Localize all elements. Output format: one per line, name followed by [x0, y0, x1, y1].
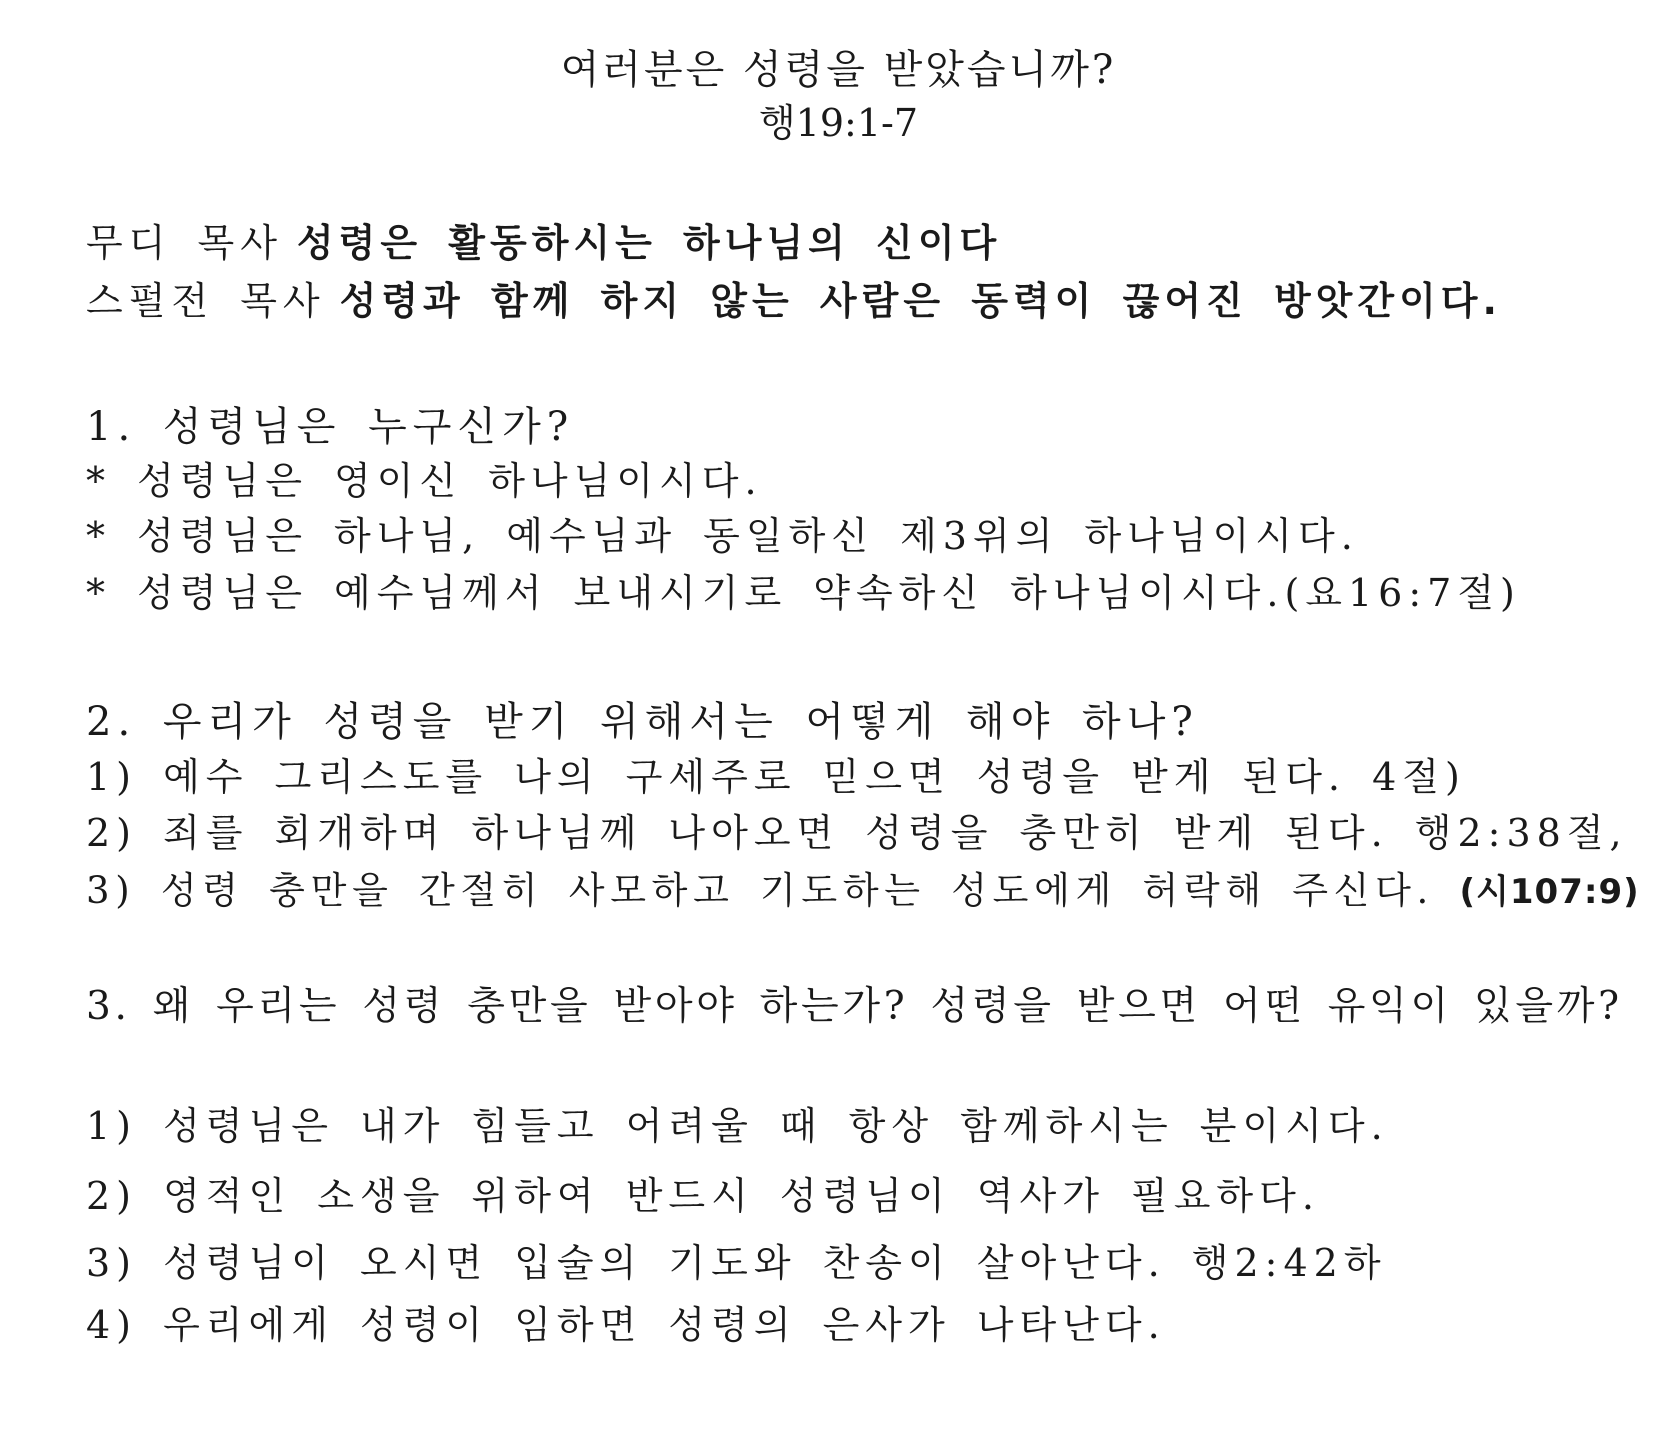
quote-moody	[86, 212, 1001, 267]
section2-heading: 2. 우리가 성령을 받기 위해서는 어떻게 해야 하나?	[86, 699, 1199, 745]
quote-author: 무디 목사	[86, 221, 283, 265]
list-item: 4) 우리에게 성령이 임하면 성령의 은사가 나타난다.	[86, 1303, 1166, 1347]
quote-author: 스펄전 목사	[86, 279, 326, 323]
list-item: 2) 죄를 회개하며 하나님께 나아오면 성령을 충만히 받게 된다. 행2:38절,	[86, 811, 1628, 855]
list-item: * 성령님은 예수님께서 보내시기로 약속하신 하나님이시다.(요16:7절)	[86, 571, 1521, 615]
list-item: 1) 예수 그리스도를 나의 구세주로 믿으면 성령을 받게 된다. 4절)	[86, 755, 1466, 799]
list-item: * 성령님은 영이신 하나님이시다.	[86, 459, 763, 503]
list-item: 1) 성령님은 내가 힘들고 어려울 때 항상 함께하시는 분이시다.	[86, 1104, 1389, 1148]
section3-heading: 3. 왜 우리는 성령 충만을 받아야 하는가? 성령을 받으면 어떤 유익이 있을까?	[86, 984, 1623, 1029]
list-item: 3) 성령님이 오시면 입술의 기도와 찬송이 살아난다. 행2:42하	[86, 1241, 1387, 1285]
list-item: * 성령님은 하나님, 예수님과 동일하신 제3위의 하나님이시다.	[86, 514, 1359, 558]
quote-text: 성령은 활동하시는 하나님의 신이다	[296, 221, 1002, 265]
quote-text: 성령과 함께 하지 않는 사람은 동력이 끊어진 방앗간이다.	[339, 279, 1502, 323]
list-item	[86, 860, 1640, 914]
verse-reference: (시107:9)	[1459, 872, 1640, 912]
scripture-reference: 행19:1-7	[758, 101, 919, 145]
quote-spurgeon	[86, 270, 1502, 325]
page-title: 여러분은 성령을 받았습니까?	[560, 47, 1117, 93]
section1-heading: 1. 성령님은 누구신가?	[86, 404, 575, 450]
list-item: 2) 영적인 소생을 위하여 반드시 성령님이 역사가 필요하다.	[86, 1174, 1320, 1218]
list-item-text: 3) 성령 충만을 간절히 사모하고 기도하는 성도에게 허락해 주신다.	[86, 869, 1435, 912]
